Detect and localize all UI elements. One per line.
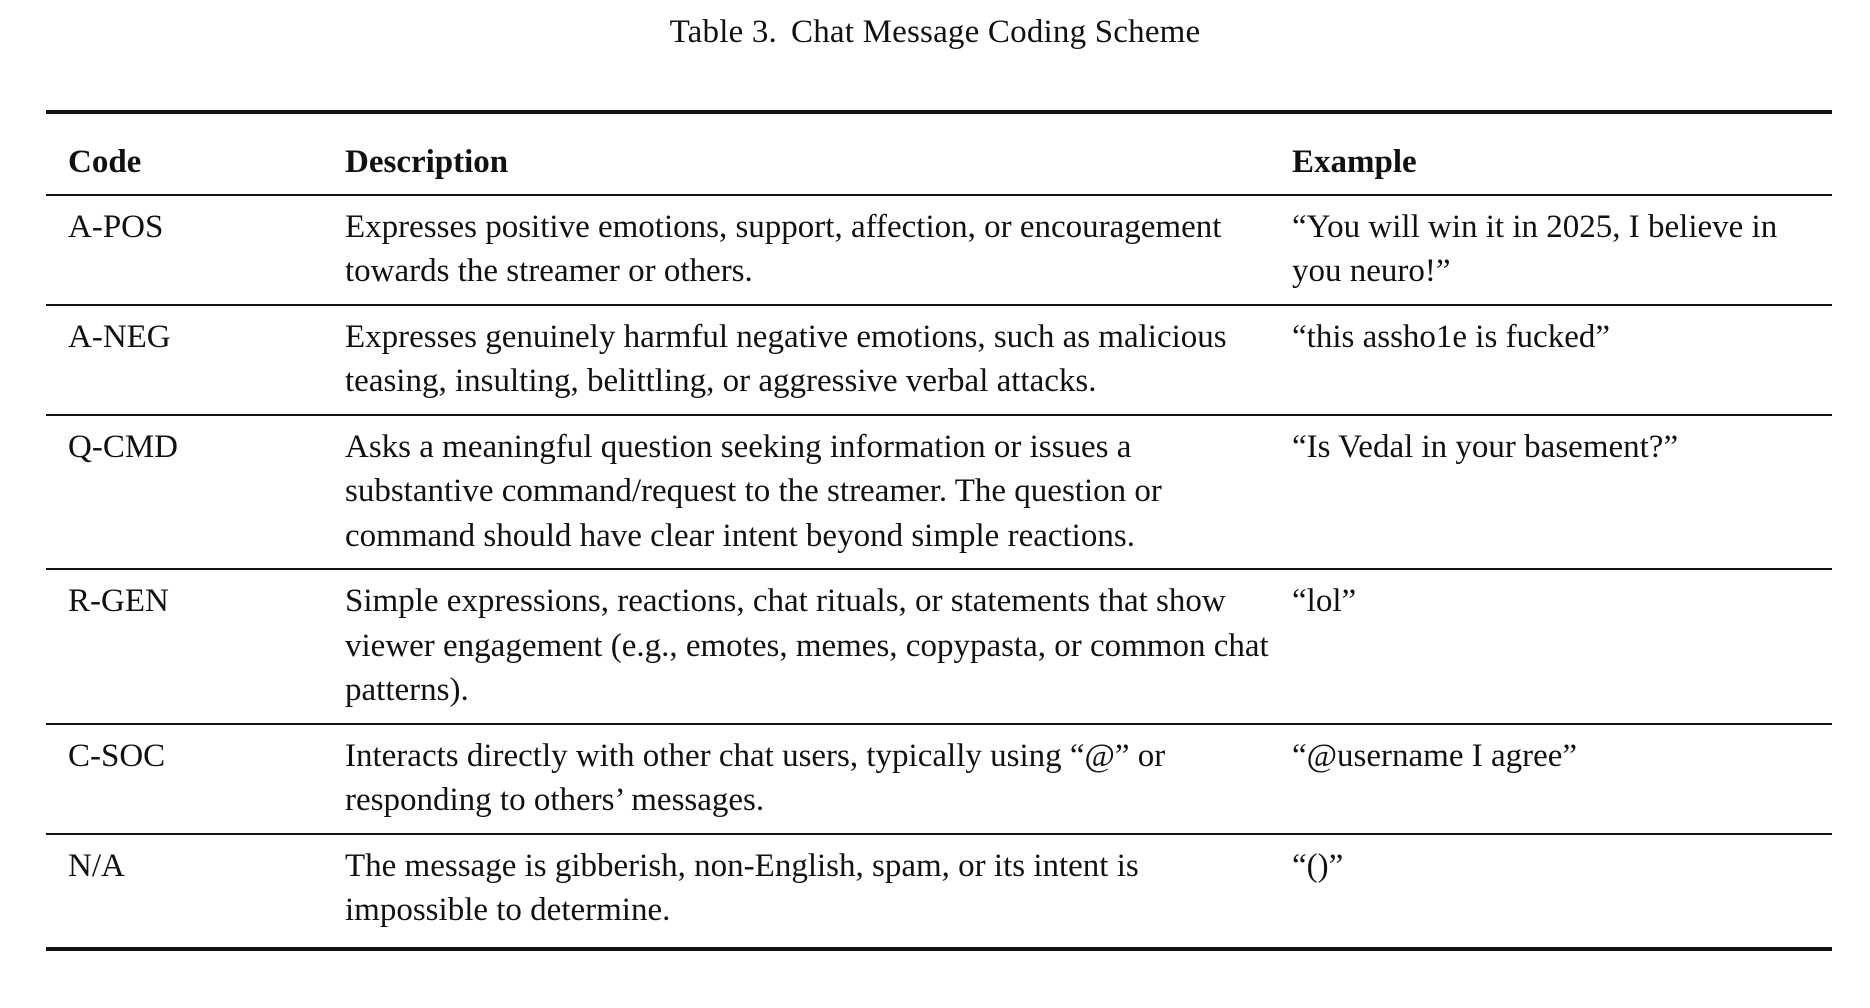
table-row (46, 305, 1832, 415)
coding-scheme-table (46, 110, 1832, 951)
code-cell: N/A (68, 847, 125, 884)
description-cell: Simple expressions, reactions, chat rituals, or statements that show viewer engagement (e.g., emotes, memes, copypasta, or common chat patterns). (345, 569, 1292, 724)
example-cell: “()” (1292, 847, 1344, 884)
description-cell: Interacts directly with other chat users, typically using “@” or responding to others’ messages. (345, 724, 1292, 834)
table-caption (0, 10, 1870, 54)
example-cell: “lol” (1292, 569, 1832, 724)
table-row (46, 415, 1832, 570)
table-row (46, 834, 1832, 949)
table-row (46, 195, 1832, 305)
example-cell: “Is Vedal in your basement?” (1292, 415, 1832, 570)
table-number: Table 3. (669, 14, 778, 50)
code-cell: C-SOC (46, 724, 345, 834)
example-cell: “@username I agree” (1292, 724, 1832, 834)
header-description: Description (345, 112, 1292, 195)
code-cell: A-POS (46, 195, 345, 305)
header-code: Code (46, 112, 345, 195)
code-cell: A-NEG (46, 305, 345, 415)
description-cell: The message is gibberish, non-English, spam, or its intent is impossible to determine. (345, 847, 1139, 928)
example-cell: “You will win it in 2025, I believe in you neuro!” (1292, 195, 1832, 305)
table-row (46, 724, 1832, 834)
description-cell: Asks a meaningful question seeking information or issues a substantive command/request to the streamer. The question or command should have clear intent beyond simple reactions. (345, 415, 1292, 570)
table-row (46, 569, 1832, 724)
code-cell: Q-CMD (46, 415, 345, 570)
example-cell: “this assho1e is fucked” (1292, 305, 1832, 415)
header-example: Example (1292, 112, 1832, 195)
code-cell: R-GEN (46, 569, 345, 724)
description-cell: Expresses genuinely harmful negative emotions, such as malicious teasing, insulting, belittling, or aggressive verbal attacks. (345, 305, 1292, 415)
table-header-row (46, 112, 1832, 195)
coding-scheme-table-container (46, 110, 1832, 951)
description-cell: Expresses positive emotions, support, affection, or encouragement towards the streamer or others. (345, 195, 1292, 305)
table-title: Chat Message Coding Scheme (791, 14, 1201, 50)
